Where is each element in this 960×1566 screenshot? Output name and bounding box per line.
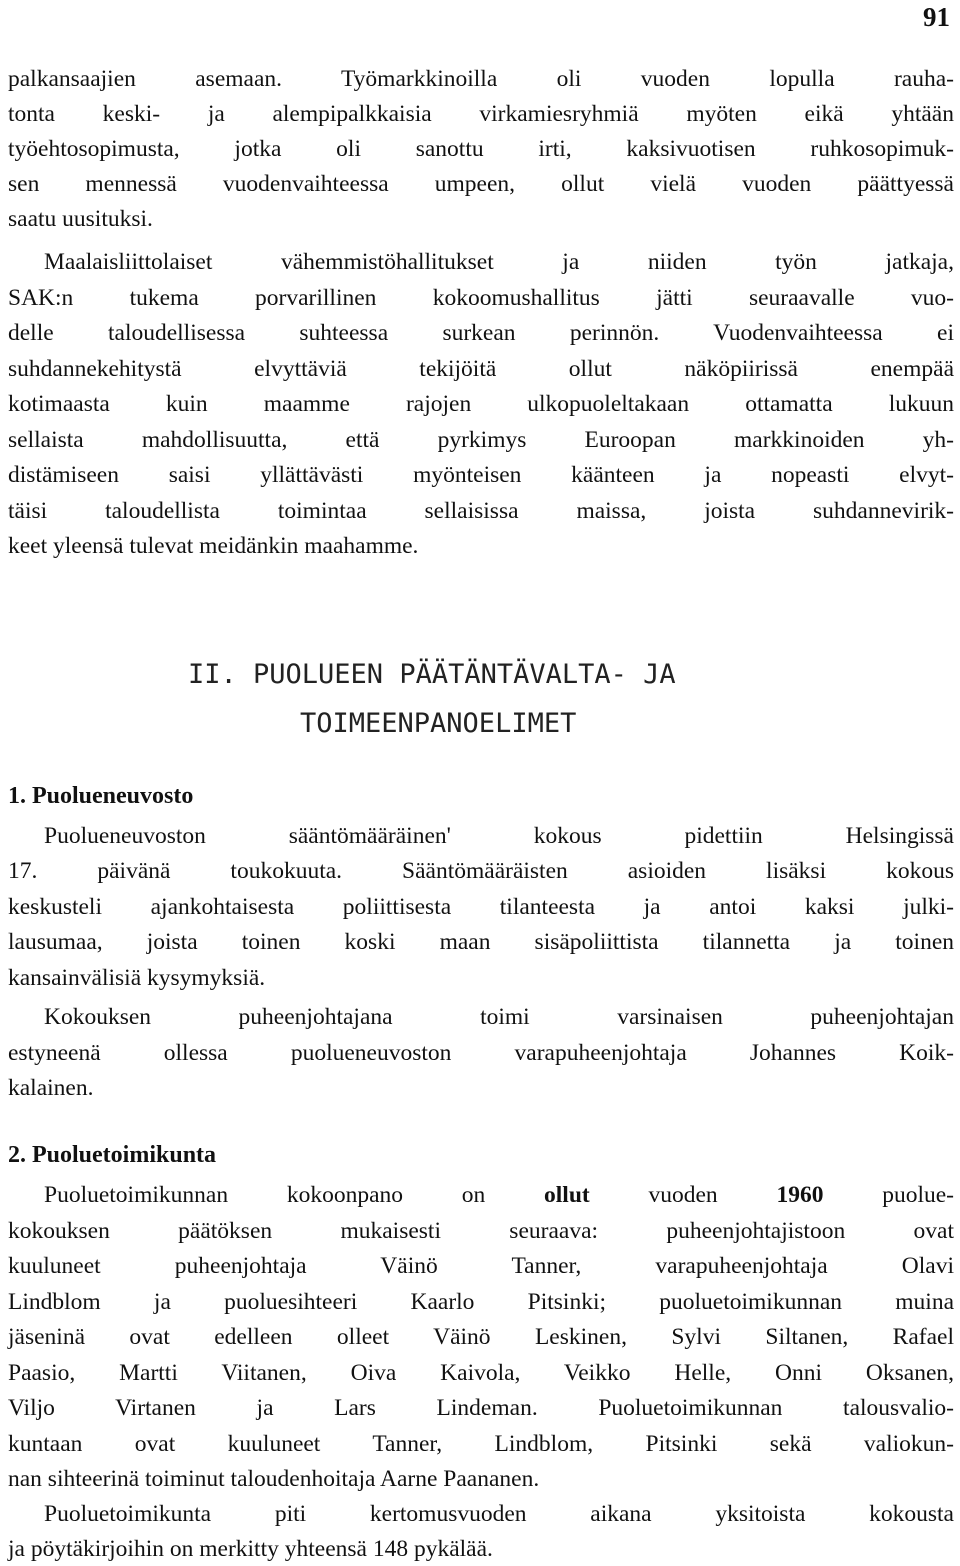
text-line: nan sihteerinä toiminut taloudenhoitaja Aarne Paananen. [8, 1466, 540, 1492]
text-line: saatu uusituksi. [8, 206, 153, 232]
text-line: työehtosopimusta, jotka oli sanottu irti, kaksivuotisen ruhkosopimuk- [8, 136, 954, 162]
text-line: sellaista mahdollisuutta, että pyrkimys Euroopan markkinoiden yh- [8, 427, 954, 453]
section-title-puolueneuvosto: 1. Puolueneuvosto [8, 783, 194, 809]
text-line [44, 1178, 954, 1212]
text-line: jäseninä ovat edelleen olleet Väinö Leskinen, Sylvi Siltanen, Rafael [8, 1324, 954, 1350]
text-fragment: puolue- [823, 1182, 954, 1208]
text-line: kuntaan ovat kuuluneet Tanner, Lindblom, Pitsinki sekä valiokun- [8, 1431, 954, 1457]
text-line: tonta keski- ja alempipalkkaisia virkamiesryhmiä myöten eikä yhtään [8, 101, 954, 127]
text-line: Kokouksen puheenjohtajana toimi varsinaisen puheenjohtajan [44, 1004, 954, 1030]
text-fragment: vuoden [589, 1182, 777, 1208]
text-line: distämiseen saisi yllättävästi myönteisen käänteen ja nopeasti elvyt- [8, 462, 954, 488]
text-line: täisi taloudellista toimintaa sellaisissa maissa, joista suhdannevirik- [8, 498, 954, 524]
text-line: ja pöytäkirjoihin on merkitty yhteensä 148 pykälää. [8, 1536, 493, 1562]
text-line: kokouksen päätöksen mukaisesti seuraava: puheenjohtajistoon ovat [8, 1218, 954, 1244]
text-line: Viljo Virtanen ja Lars Lindeman. Puoluetoimikunnan talousvalio- [8, 1395, 954, 1421]
text-line: delle taloudellisessa suhteessa surkean perinnön. Vuodenvaihteessa ei [8, 320, 954, 346]
text-fragment-bold: 1960 [776, 1182, 824, 1208]
text-line: estyneenä ollessa puolueneuvoston varapuheenjohtaja Johannes Koik- [8, 1040, 954, 1066]
text-line: SAK:n tukema porvarillinen kokoomushallitus jätti seuraavalle vuo- [8, 285, 954, 311]
text-line: kuuluneet puheenjohtaja Väinö Tanner, varapuheenjohtaja Olavi [8, 1253, 954, 1279]
text-line: keskusteli ajankohtaisesta poliittisesta tilanteesta ja antoi kaksi julki- [8, 894, 954, 920]
text-line: kotimaasta kuin maamme rajojen ulkopuoleltakaan ottamatta lukuun [8, 391, 954, 417]
text-line: Puoluetoimikunta piti kertomusvuoden aikana yksitoista kokousta [44, 1501, 954, 1527]
text-line: keet yleensä tulevat meidänkin maahamme. [8, 533, 419, 559]
text-line: palkansaajien asemaan. Työmarkkinoilla oli vuoden lopulla rauha- [8, 66, 954, 92]
text-line: lausumaa, joista toinen koski maan sisäpoliittista tilannetta ja toinen [8, 929, 954, 955]
text-line: suhdannekehitystä elvyttäviä tekijöitä ollut näköpiirissä enempää [8, 356, 954, 382]
text-line: Puolueneuvoston sääntömääräinen' kokous pidettiin Helsingissä [44, 823, 954, 849]
text-fragment: Puoluetoimikunnan kokoonpano on [44, 1182, 545, 1208]
page-number: 91 [923, 2, 950, 32]
chapter-heading-line-1: II. PUOLUEEN PÄÄTÄNTÄVALTA- JA [188, 659, 676, 690]
text-line: kansainvälisiä kysymyksiä. [8, 965, 266, 991]
text-line: Lindblom ja puoluesihteeri Kaarlo Pitsinki; puoluetoimikunnan muina [8, 1289, 954, 1315]
text-line: sen mennessä vuodenvaihteessa umpeen, ollut vielä vuoden päättyessä [8, 171, 954, 197]
section-title-puoluetoimikunta: 2. Puoluetoimikunta [8, 1142, 217, 1168]
text-line: Paasio, Martti Viitanen, Oiva Kaivola, Veikko Helle, Onni Oksanen, [8, 1360, 954, 1386]
text-fragment-bold: ollut [544, 1182, 590, 1208]
text-line: kalainen. [8, 1075, 94, 1101]
text-line: Maalaisliittolaiset vähemmistöhallitukset ja niiden työn jatkaja, [44, 249, 954, 275]
chapter-heading-line-2: TOIMEENPANOELIMET [300, 708, 577, 739]
text-line: 17. päivänä toukokuuta. Sääntömääräisten asioiden lisäksi kokous [8, 858, 954, 884]
